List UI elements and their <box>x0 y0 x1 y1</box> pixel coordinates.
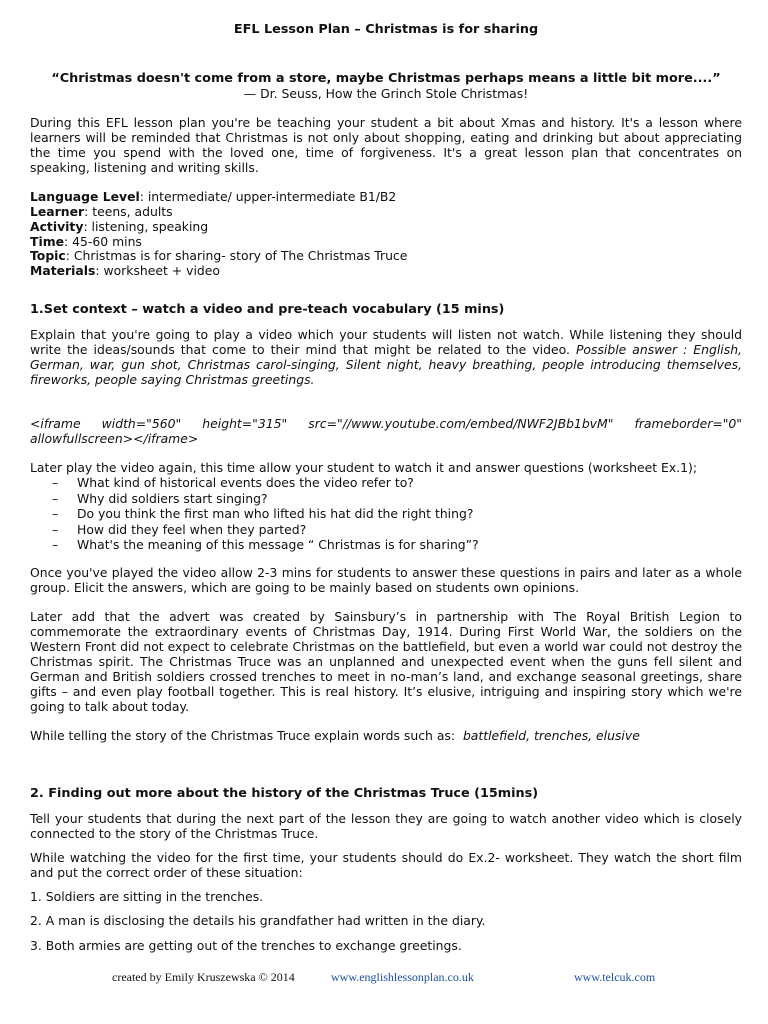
quote: “Christmas doesn't come from a store, maybe Christmas perhaps means a little bit more....” <box>51 71 721 86</box>
meta-time: Time: 45-60 mins <box>30 234 142 249</box>
section1-paragraph-1: Explain that you're going to play a video which your students will listen not watch. While listening they should write the ideas/sounds that come to their mind that might be related to the video. Possible answer : English, German, war, gun shot, Christmas carol-singing, Silent night, heavy breathing, people introducing themselves, fireworks, people saying Christmas greetings. <box>30 327 742 387</box>
section1-paragraph-3: Once you've played the video allow 2-3 mins for students to answer these questions in pairs and later as a whole group. Elicit the answers, which are going to be mainly based on students own opinions. <box>30 565 742 595</box>
footer-link-telcuk[interactable]: www.telcuk.com <box>574 970 656 984</box>
quote-source: — Dr. Seuss, How the Grinch Stole Christmas! <box>243 86 529 101</box>
meta-topic: Topic: Christmas is for sharing- story of The Christmas Truce <box>30 248 408 263</box>
section1-paragraph-2: Later play the video again, this time allow your student to watch it and answer questions (worksheet Ex.1); <box>30 460 698 475</box>
section1-paragraph-5: While telling the story of the Christmas Truce explain words such as: battlefield, trenches, elusive <box>30 728 640 743</box>
ordering-item-1: 1. Soldiers are sitting in the trenches. <box>30 889 264 904</box>
intro-paragraph: During this EFL lesson plan you're be teaching your student a bit about Xmas and history. It's a lesson where learners will be reminded that Christmas is not only about shopping, eating and drinking but about appreciating the time you spend with the loved one, time of forgiveness. It's a great lesson plan that concentrates on speaking, listening and writing skills. <box>30 115 742 175</box>
possible-answer: Possible answer : English, German, war, gun shot, Christmas carol-singing, Silent night, heavy breathing, people introducing themselves, fireworks, people saying Christmas greetings. <box>30 342 742 387</box>
section1-paragraph-4: Later add that the advert was created by Sainsbury’s in partnership with The Royal British Legion to commemorate the extraordinary events of Christmas Day, 1914. During First World War, the soldiers on the Western Front did not expect to celebrate Christmas on the battlefield, but even a world war could not destroy the Christmas spirit. The Christmas Truce was an unplanned and unexpected event when the guns fell silent and German and British soldiers crossed trenches to meet in no-man’s land, and exchange seasonal greetings, share gifts – and even play football together. This is real history. It’s elusive, intriguing and inspiring story which we're going to talk about today. <box>30 609 742 714</box>
meta-materials: Materials: worksheet + video <box>30 263 220 278</box>
page-title: EFL Lesson Plan – Christmas is for sharing <box>233 22 539 37</box>
vocabulary-words: battlefield, trenches, elusive <box>462 728 640 743</box>
footer-link-englishlessonplan[interactable]: www.englishlessonplan.co.uk <box>331 970 474 984</box>
meta-language-level: Language Level: intermediate/ upper-intermediate B1/B2 <box>30 189 397 204</box>
footer-credit: created by Emily Kruszewska © 2014 <box>112 970 295 984</box>
list-item: – Why did soldiers start singing? <box>52 490 268 506</box>
iframe-embed-code: <iframe width="560" height="315" src="//www.youtube.com/embed/NWF2JBb1bvM" frameborder="0" allowfullscreen></iframe> <box>30 416 742 446</box>
ordering-item-2: 2. A man is disclosing the details his grandfather had written in the diary. <box>30 913 486 928</box>
list-item: – What's the meaning of this message “ Christmas is for sharing”? <box>52 537 479 553</box>
list-item: – How did they feel when they parted? <box>52 521 307 537</box>
list-item: – What kind of historical events does the video refer to? <box>52 475 414 490</box>
section1-heading: 1.Set context – watch a video and pre-teach vocabulary (15 mins) <box>30 302 505 317</box>
section2-paragraph-2: While watching the video for the first time, your students should do Ex.2- worksheet. They watch the short film and put the correct order of these situation: <box>30 850 742 880</box>
list-item: – Do you think the first man who lifted his hat did the right thing? <box>52 506 474 522</box>
section2-heading: 2. Finding out more about the history of the Christmas Truce (15mins) <box>30 786 539 801</box>
section2-paragraph-1: Tell your students that during the next part of the lesson they are going to watch another video which is closely connected to the story of the Christmas Truce. <box>30 811 742 841</box>
meta-activity: Activity: listening, speaking <box>30 219 209 234</box>
meta-learner: Learner: teens, adults <box>30 204 173 219</box>
ordering-item-3: 3. Both armies are getting out of the trenches to exchange greetings. <box>30 938 462 953</box>
